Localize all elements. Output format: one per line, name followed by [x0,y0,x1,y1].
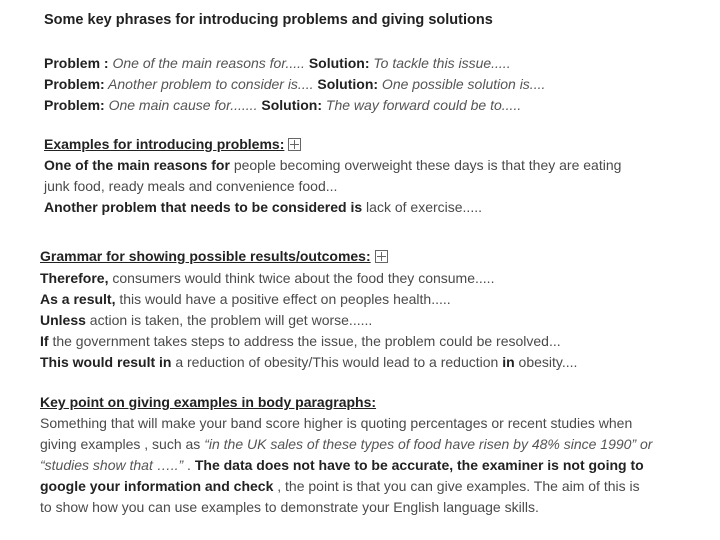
body-text: . [183,457,195,473]
body-text: this would have a positive effect on peoples health..... [115,291,451,307]
keypoint-heading: Key point on giving examples in body paragraphs: [40,394,377,410]
solution-text: One possible solution is.... [378,76,546,92]
grammar-line-3 [40,311,372,330]
quote-text: “studies show that …..” [40,457,184,473]
grammar-line-5 [40,353,577,372]
separator-icon [375,250,388,263]
keypoint-line-2 [40,435,652,454]
problem-text: One of the main reasons for..... [108,55,305,71]
bold-phrase: Therefore, [40,270,109,286]
phrase-line-3 [44,96,521,115]
keypoint-line-1: Something that will make your band score higher is quoting percentages or recent studies when [40,415,633,431]
solution-label: Solution: [317,76,379,92]
bold-phrase: This would result in [40,354,172,370]
body-text: giving examples , such as [40,436,205,452]
quote-text: “in the UK sales of these types of food have risen by 48% since 1990” or [204,436,653,452]
solution-text: To tackle this issue..... [369,55,511,71]
grammar-line-2 [40,290,451,309]
grammar-line-4 [40,332,561,351]
example-line-1 [44,156,621,175]
bold-phrase: As a result, [40,291,116,307]
bold-phrase: Another problem that needs to be considered is [44,199,363,215]
grammar-line-1 [40,269,494,288]
page-title: Some key phrases for introducing problems and giving solutions [44,12,493,28]
separator-icon [288,138,301,151]
grammar-heading [40,247,388,266]
bold-phrase: If [40,333,49,349]
phrase-line-1 [44,54,511,73]
examples-heading [44,135,301,154]
bold-word: in [502,354,515,370]
body-text: action is taken, the problem will get worse...... [85,312,373,328]
keypoint-line-3 [40,456,644,475]
keypoint-line-5: to show how you can use examples to demonstrate your English language skills. [40,499,539,515]
bold-phrase: google your information and check [40,478,274,494]
problem-text: Another problem to consider is.... [104,76,314,92]
body-text: people becoming overweight these days is that they are eating [229,157,622,173]
bold-phrase: One of the main reasons for [44,157,230,173]
example-line-3 [44,198,482,217]
body-text: consumers would think twice about the food they consume..... [108,270,495,286]
problem-text: One main cause for....... [104,97,258,113]
problem-label: Problem : [44,55,109,71]
body-text: obesity.... [514,354,578,370]
grammar-heading-text: Grammar for showing possible results/outcomes: [40,248,371,264]
keypoint-line-4 [40,477,640,496]
solution-label: Solution: [261,97,323,113]
body-text: lack of exercise..... [362,199,482,215]
example-line-2: junk food, ready meals and convenience food... [44,178,338,194]
examples-heading-text: Examples for introducing problems: [44,136,285,152]
phrase-line-2 [44,75,545,94]
problem-label: Problem: [44,76,105,92]
bold-phrase: The data does not have to be accurate, the examiner is not going to [194,457,644,473]
body-text: the government takes steps to address the issue, the problem could be resolved... [48,333,561,349]
body-text: a reduction of obesity/This would lead to a reduction [171,354,503,370]
solution-label: Solution: [308,55,370,71]
problem-label: Problem: [44,97,105,113]
solution-text: The way forward could be to..... [322,97,522,113]
body-text: , the point is that you can give examples. The aim of this is [273,478,640,494]
bold-phrase: Unless [40,312,86,328]
